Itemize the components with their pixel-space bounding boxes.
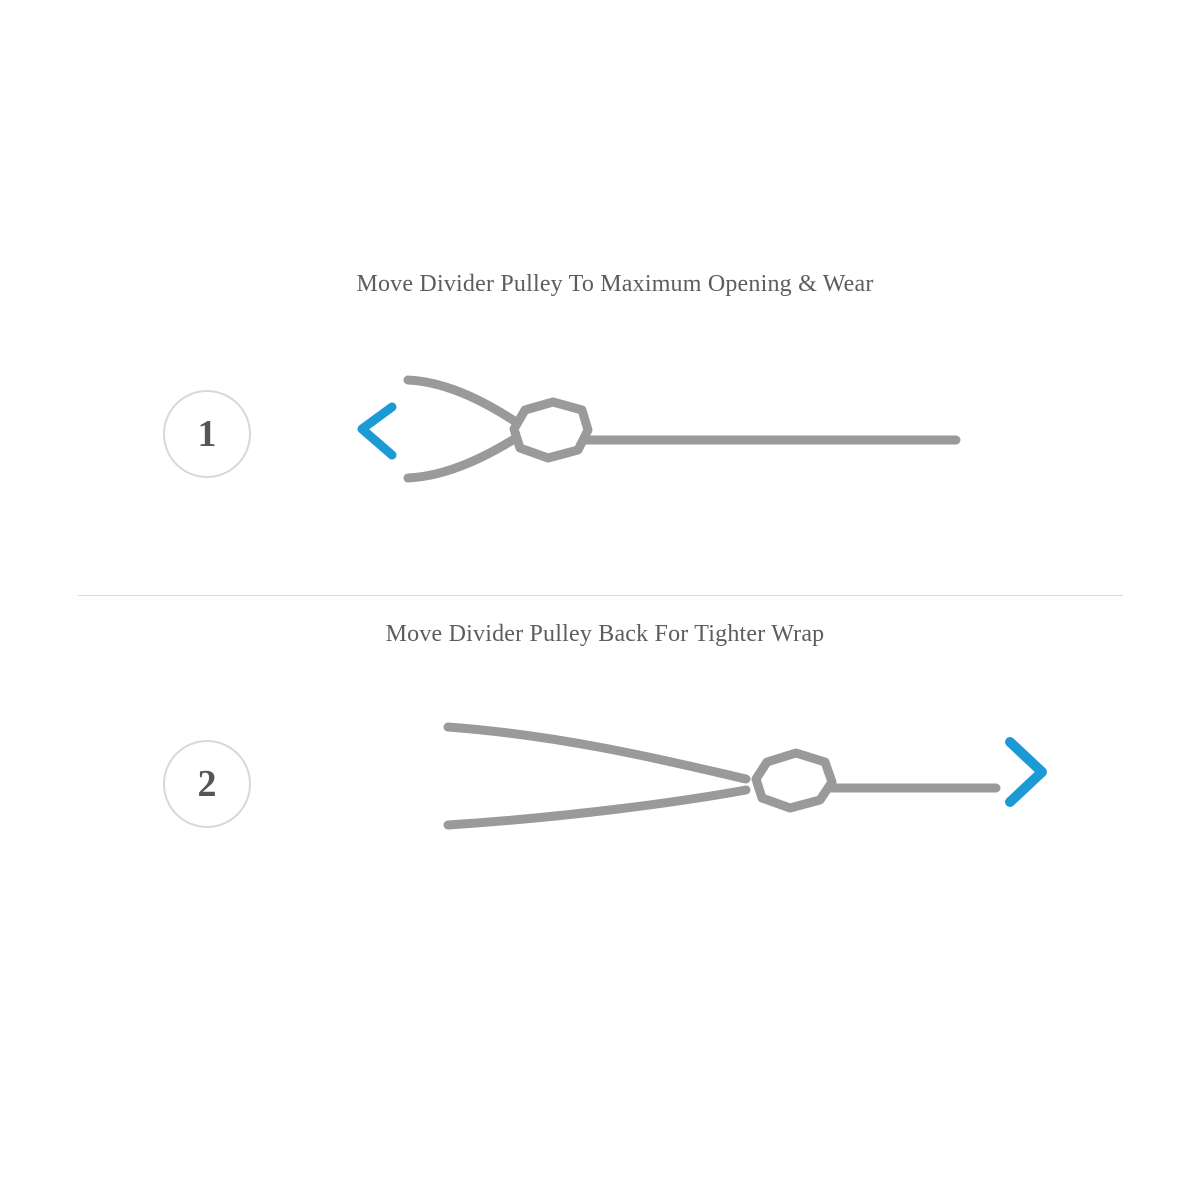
pulley-diagram-tight — [320, 680, 1080, 910]
strap-upper — [448, 727, 746, 779]
step-2-number: 2 — [197, 763, 217, 805]
step-1-number: 1 — [197, 413, 217, 455]
pulley-diagram-open — [320, 330, 1080, 560]
strap-paths — [408, 380, 956, 478]
step-block-2 — [0, 620, 1200, 930]
step-block-1 — [0, 270, 1200, 580]
chevron-right-icon — [1010, 742, 1042, 802]
step-1-caption: Move Divider Pulley To Maximum Opening & Wear — [356, 271, 874, 297]
strap-upper — [408, 380, 516, 422]
strap-paths — [448, 727, 996, 825]
step-2-caption: Move Divider Pulley Back For Tighter Wrap — [385, 621, 825, 647]
step-1-number-badge — [163, 390, 251, 478]
step-1-illustration — [320, 330, 1080, 560]
step-2-number-badge — [163, 740, 251, 828]
divider-pulley-icon — [514, 402, 588, 458]
section-divider — [78, 595, 1123, 596]
step-2-illustration — [320, 680, 1080, 910]
divider-pulley-icon — [756, 753, 832, 808]
strap-lower — [408, 438, 516, 478]
chevron-left-icon — [362, 407, 392, 455]
strap-lower — [448, 790, 746, 825]
